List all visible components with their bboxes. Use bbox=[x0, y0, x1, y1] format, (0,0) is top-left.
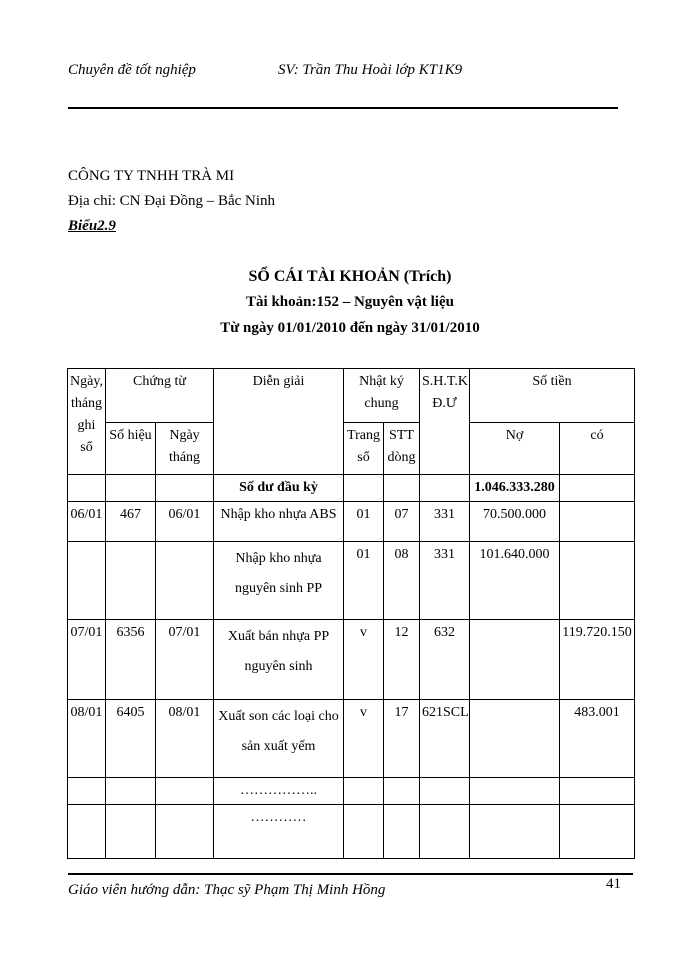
header-journal-page: Trang sổ bbox=[344, 423, 384, 475]
header-voucher: Chứng từ bbox=[106, 369, 214, 423]
header-debit: Nợ bbox=[470, 423, 560, 475]
ledger-period: Từ ngày 01/01/2010 đến ngày 31/01/2010 bbox=[220, 320, 480, 336]
ledger-table bbox=[67, 368, 635, 859]
table-row: 06/01 467 06/01 Nhập kho nhựa ABS 01 07 331 70.500.000 bbox=[68, 502, 635, 542]
ellipsis: ………… bbox=[214, 805, 344, 859]
header-divider bbox=[68, 107, 618, 109]
header-left: Chuyên đề tốt nghiệp bbox=[68, 62, 196, 78]
header-description: Diễn giải bbox=[214, 369, 344, 475]
table-row bbox=[68, 805, 635, 859]
header-credit: có bbox=[560, 423, 635, 475]
table-row bbox=[68, 778, 635, 805]
table-row: 08/01 6405 08/01 Xuất son các loại cho sản xuất yếm v 17 621SCL 483.001 bbox=[68, 700, 635, 778]
opening-label: Số dư đầu kỳ bbox=[214, 475, 344, 502]
header-amount: Số tiền bbox=[470, 369, 635, 423]
header-journal: Nhật ký chung bbox=[344, 369, 420, 423]
ledger-title: SỔ CÁI TÀI KHOẢN (Trích) bbox=[248, 268, 452, 285]
header-voucher-date: Ngày tháng bbox=[156, 423, 214, 475]
header-journal-line: STT dòng bbox=[384, 423, 420, 475]
table-row: 07/01 6356 07/01 Xuất bán nhựa PP nguyên sinh v 12 632 119.720.150 bbox=[68, 620, 635, 700]
form-code: Biểu2.9 bbox=[68, 218, 116, 234]
company-address: Địa chỉ: CN Đại Đồng – Bắc Ninh bbox=[68, 193, 276, 209]
company-name: CÔNG TY TNHH TRÀ MI bbox=[68, 168, 235, 184]
footer-advisor: Giáo viên hướng dẫn: Thạc sỹ Phạm Thị Minh Hồng bbox=[68, 882, 386, 898]
header-voucher-no: Số hiệu bbox=[106, 423, 156, 475]
header-contra-account: S.H.T.K Đ.Ư bbox=[420, 369, 470, 475]
opening-balance-row bbox=[68, 475, 635, 502]
header-right: SV: Trần Thu Hoài lớp KT1K9 bbox=[278, 62, 463, 78]
ledger-account: Tài khoản:152 – Nguyên vật liệu bbox=[246, 294, 454, 310]
page-number: 41 bbox=[606, 876, 621, 892]
table-row: Nhập kho nhựa nguyên sinh PP 01 08 331 101.640.000 bbox=[68, 542, 635, 620]
header-date: Ngày, tháng ghi sổ bbox=[68, 369, 106, 475]
ellipsis: …………….. bbox=[214, 778, 344, 805]
opening-debit: 1.046.333.280 bbox=[470, 475, 560, 502]
footer-divider bbox=[68, 873, 633, 875]
